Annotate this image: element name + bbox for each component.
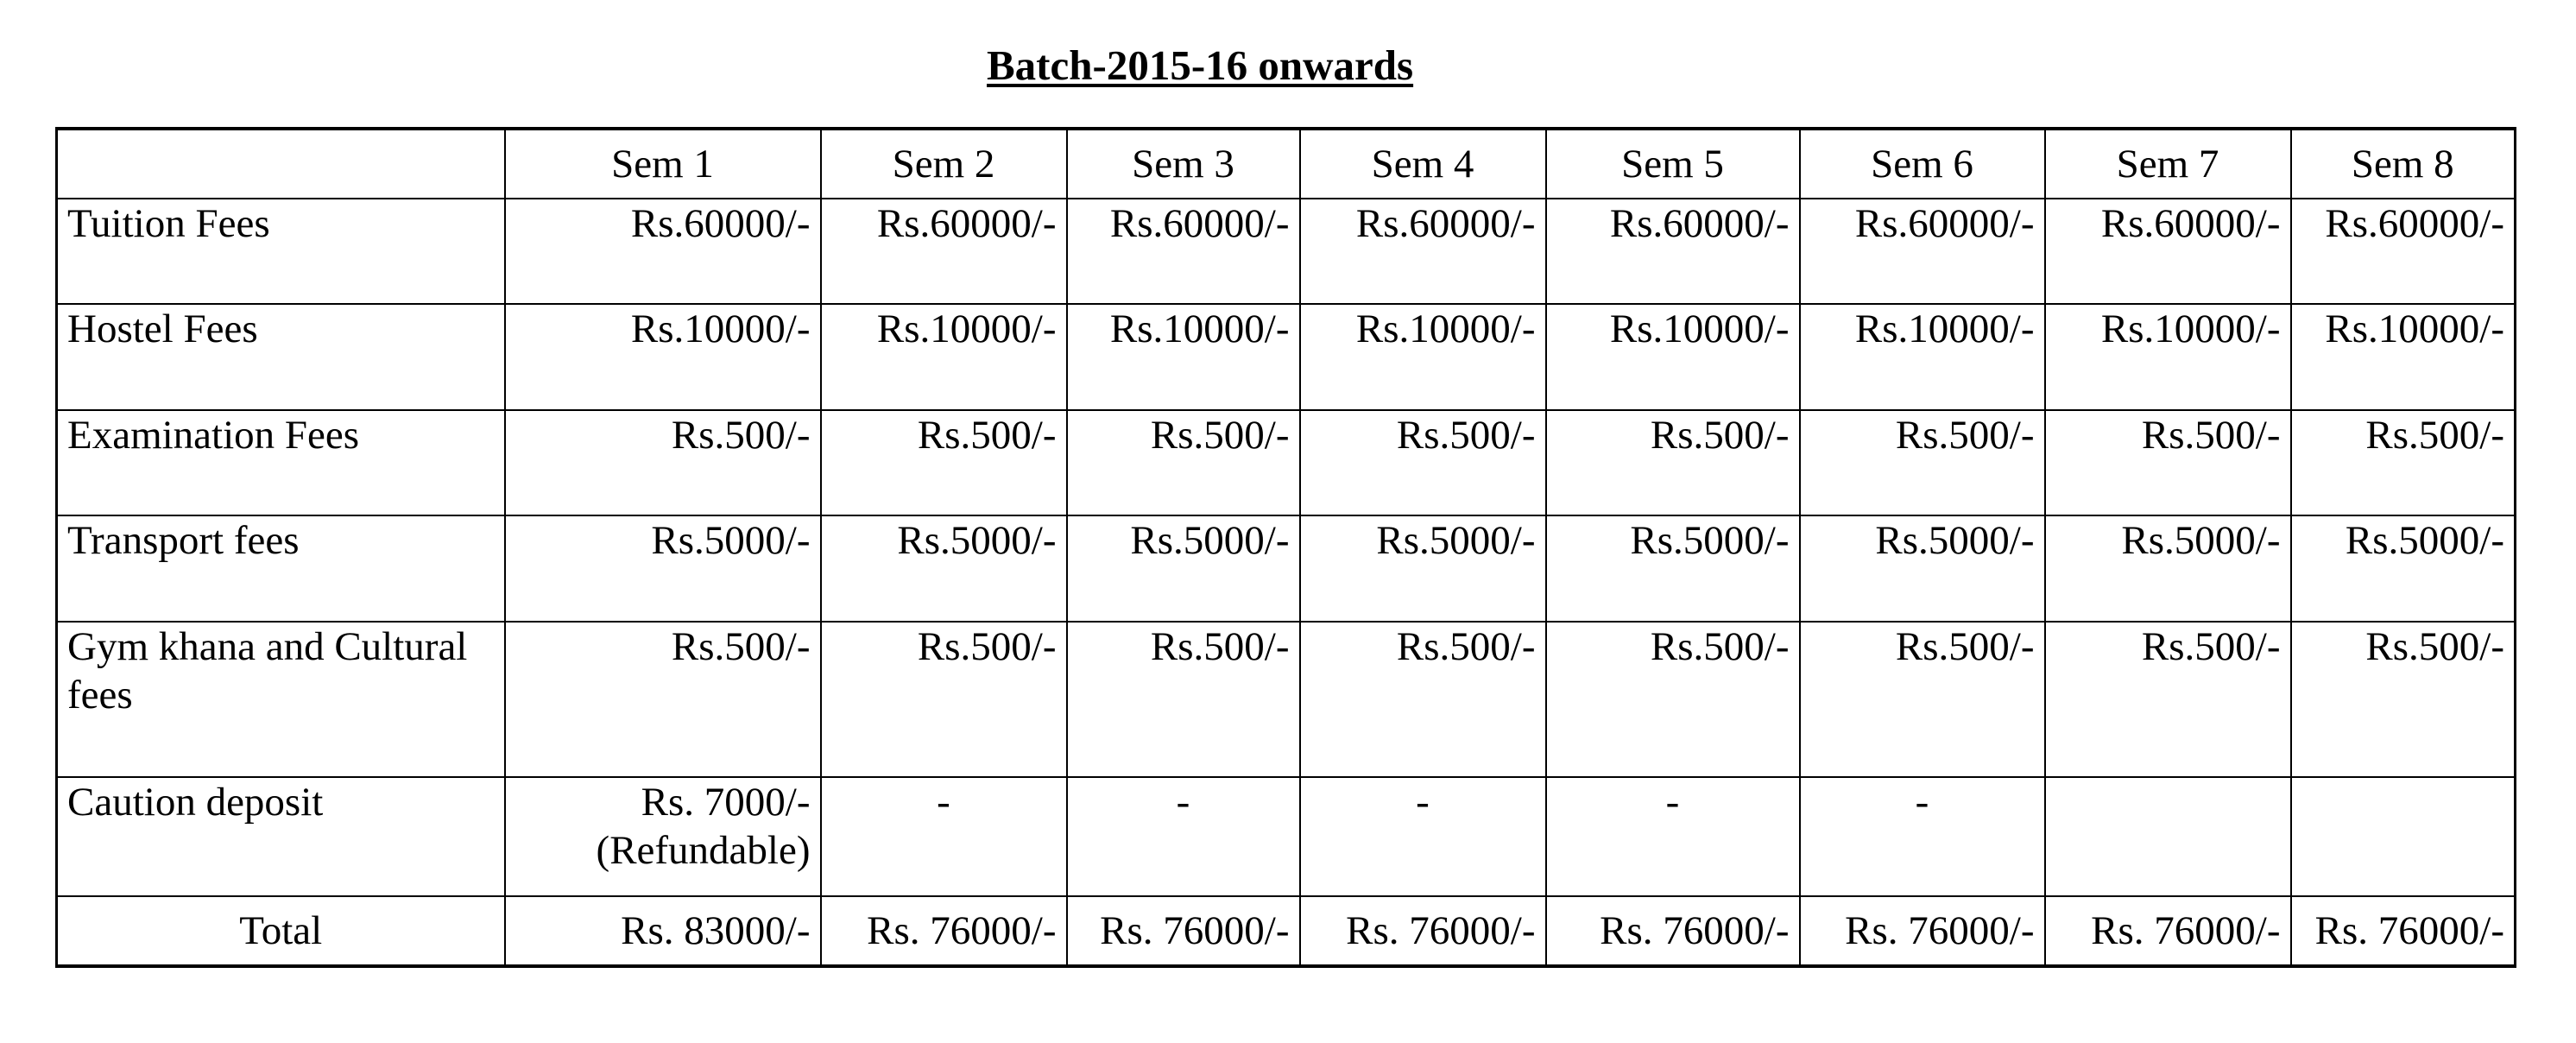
cell-sem-3: Rs.5000/-	[1067, 515, 1300, 622]
cell-sem-8: Rs.500/-	[2291, 622, 2516, 777]
cell-sem-8: Rs.60000/-	[2291, 199, 2516, 304]
column-header-sem-6: Sem 6	[1800, 129, 2045, 199]
cell-sem-7: Rs.500/-	[2045, 410, 2291, 515]
cell-sem-4: Rs.5000/-	[1300, 515, 1546, 622]
total-sem-3: Rs. 76000/-	[1067, 896, 1300, 966]
table-row-caution-deposit	[57, 777, 2516, 896]
caution-deposit-amount: Rs. 7000/-	[641, 780, 811, 825]
column-header-sem-8: Sem 8	[2291, 129, 2516, 199]
corner-header-cell	[57, 129, 505, 199]
cell-sem-5: Rs.10000/-	[1546, 304, 1800, 410]
header-row	[57, 129, 2516, 199]
column-header-sem-4: Sem 4	[1300, 129, 1546, 199]
table-row-hostel-fees	[57, 304, 2516, 410]
row-label: Gym khana and Cultural fees	[57, 622, 505, 777]
cell-sem-7: Rs.10000/-	[2045, 304, 2291, 410]
cell-sem-5: Rs.60000/-	[1546, 199, 1800, 304]
document-title: Batch-2015-16 onwards	[987, 41, 1414, 89]
cell-sem-2: Rs.10000/-	[821, 304, 1067, 410]
cell-sem-2: -	[821, 777, 1067, 896]
cell-sem-6: Rs.500/-	[1800, 410, 2045, 515]
cell-sem-7: Rs.60000/-	[2045, 199, 2291, 304]
cell-sem-8: Rs.5000/-	[2291, 515, 2516, 622]
cell-sem-3: Rs.10000/-	[1067, 304, 1300, 410]
total-sem-4: Rs. 76000/-	[1300, 896, 1546, 966]
table-row-transport-fees	[57, 515, 2516, 622]
row-label: Tuition Fees	[57, 199, 505, 304]
cell-sem-6: Rs.500/-	[1800, 622, 2045, 777]
cell-sem-2: Rs.60000/-	[821, 199, 1067, 304]
cell-sem-1: Rs.500/-	[505, 410, 821, 515]
cell-sem-7: Rs.500/-	[2045, 622, 2291, 777]
cell-sem-6: Rs.5000/-	[1800, 515, 2045, 622]
cell-sem-8: Rs.10000/-	[2291, 304, 2516, 410]
total-sem-6: Rs. 76000/-	[1800, 896, 2045, 966]
cell-sem-4: Rs.10000/-	[1300, 304, 1546, 410]
row-label: Caution deposit	[57, 777, 505, 896]
cell-sem-3: Rs.60000/-	[1067, 199, 1300, 304]
cell-sem-2: Rs.500/-	[821, 410, 1067, 515]
cell-sem-4: Rs.500/-	[1300, 622, 1546, 777]
cell-sem-5: -	[1546, 777, 1800, 896]
cell-sem-7: Rs.5000/-	[2045, 515, 2291, 622]
cell-sem-1: Rs.60000/-	[505, 199, 821, 304]
column-header-sem-2: Sem 2	[821, 129, 1067, 199]
cell-sem-3: -	[1067, 777, 1300, 896]
total-sem-5: Rs. 76000/-	[1546, 896, 1800, 966]
total-sem-2: Rs. 76000/-	[821, 896, 1067, 966]
cell-sem-1: Rs.500/-	[505, 622, 821, 777]
cell-sem-7	[2045, 777, 2291, 896]
column-header-sem-1: Sem 1	[505, 129, 821, 199]
cell-sem-5: Rs.500/-	[1546, 622, 1800, 777]
cell-sem-5: Rs.5000/-	[1546, 515, 1800, 622]
cell-sem-2: Rs.500/-	[821, 622, 1067, 777]
total-sem-8: Rs. 76000/-	[2291, 896, 2516, 966]
total-sem-7: Rs. 76000/-	[2045, 896, 2291, 966]
cell-sem-6: Rs.10000/-	[1800, 304, 2045, 410]
total-label: Total	[57, 896, 505, 966]
cell-sem-4: Rs.500/-	[1300, 410, 1546, 515]
cell-sem-1: Rs.5000/-	[505, 515, 821, 622]
cell-sem-3: Rs.500/-	[1067, 410, 1300, 515]
cell-sem-1: Rs.10000/-	[505, 304, 821, 410]
cell-sem-8: Rs.500/-	[2291, 410, 2516, 515]
table-row-total	[57, 896, 2516, 966]
table-row-gym-khana-cultural-fees	[57, 622, 2516, 777]
row-label: Examination Fees	[57, 410, 505, 515]
total-sem-1: Rs. 83000/-	[505, 896, 821, 966]
cell-sem-6: Rs.60000/-	[1800, 199, 2045, 304]
row-label: Transport fees	[57, 515, 505, 622]
cell-sem-3: Rs.500/-	[1067, 622, 1300, 777]
refundable-note: (Refundable)	[596, 828, 811, 873]
row-label: Hostel Fees	[57, 304, 505, 410]
cell-sem-4: -	[1300, 777, 1546, 896]
column-header-sem-5: Sem 5	[1546, 129, 1800, 199]
table-row-tuition-fees	[57, 199, 2516, 304]
cell-sem-2: Rs.5000/-	[821, 515, 1067, 622]
cell-sem-5: Rs.500/-	[1546, 410, 1800, 515]
cell-sem-4: Rs.60000/-	[1300, 199, 1546, 304]
cell-sem-1	[505, 777, 821, 896]
cell-sem-8	[2291, 777, 2516, 896]
column-header-sem-3: Sem 3	[1067, 129, 1300, 199]
table-row-examination-fees	[57, 410, 2516, 515]
column-header-sem-7: Sem 7	[2045, 129, 2291, 199]
fee-structure-table	[55, 127, 2516, 968]
cell-sem-6: -	[1800, 777, 2045, 896]
